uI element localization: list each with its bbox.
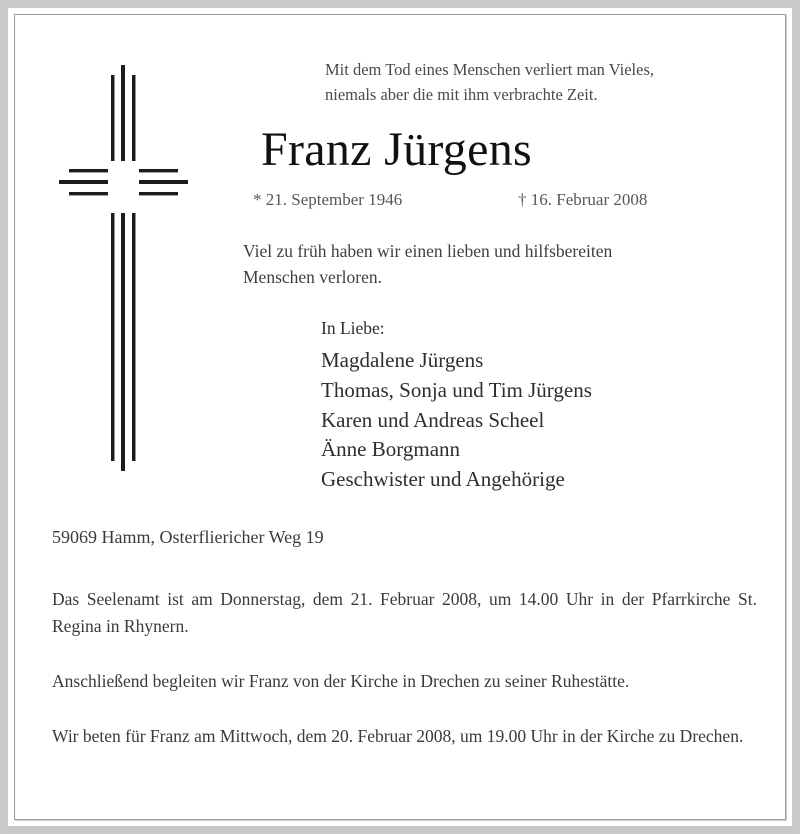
death-notice-card	[14, 14, 786, 820]
notice-header	[243, 57, 713, 495]
death-date: † 16. Februar 2008	[518, 189, 648, 209]
prayer-paragraph: Wir beten für Franz am Mittwoch, dem 20. Februar 2008, um 19.00 Uhr in der Kirche zu Drechen.	[52, 726, 744, 747]
mourners-intro: In Liebe:	[321, 318, 385, 339]
address-line: 59069 Hamm, Osterfliericher Weg 19	[52, 527, 324, 547]
burial-paragraph: Anschließend begleiten wir Franz von der Kirche in Drechen zu seiner Ruhestätte.	[52, 671, 630, 692]
mourner-item: Magdalene Jürgens	[321, 348, 484, 373]
notice-body	[52, 527, 757, 751]
life-dates	[253, 190, 713, 210]
mourner-item: Thomas, Sonja und Tim Jürgens	[321, 377, 592, 402]
mourners-list	[321, 346, 713, 495]
birth-date: * 21. September 1946	[253, 189, 403, 209]
mourners-block	[321, 318, 713, 495]
epigraph	[325, 57, 713, 107]
cross-icon	[45, 53, 205, 473]
mourner-item: Geschwister und Angehörige	[321, 467, 565, 492]
mourner-item: Karen und Andreas Scheel	[321, 407, 545, 432]
lament-text: Viel zu früh haben wir einen lieben und hilfsbereiten Menschen verloren.	[243, 240, 613, 287]
service-paragraph: Das Seelenamt ist am Donnerstag, dem 21. Februar 2008, um 14.00 Uhr in der Pfarrkirche St. Regina in Rhynern.	[52, 589, 757, 637]
deceased-name: Franz Jürgens	[261, 123, 532, 177]
mourner-item: Änne Borgmann	[321, 437, 461, 462]
notice-matte	[8, 8, 792, 826]
epigraph-line-1: Mit dem Tod eines Menschen verliert man Vieles,	[325, 60, 655, 79]
epigraph-line-2: niemals aber die mit ihm verbrachte Zeit.	[325, 85, 598, 105]
